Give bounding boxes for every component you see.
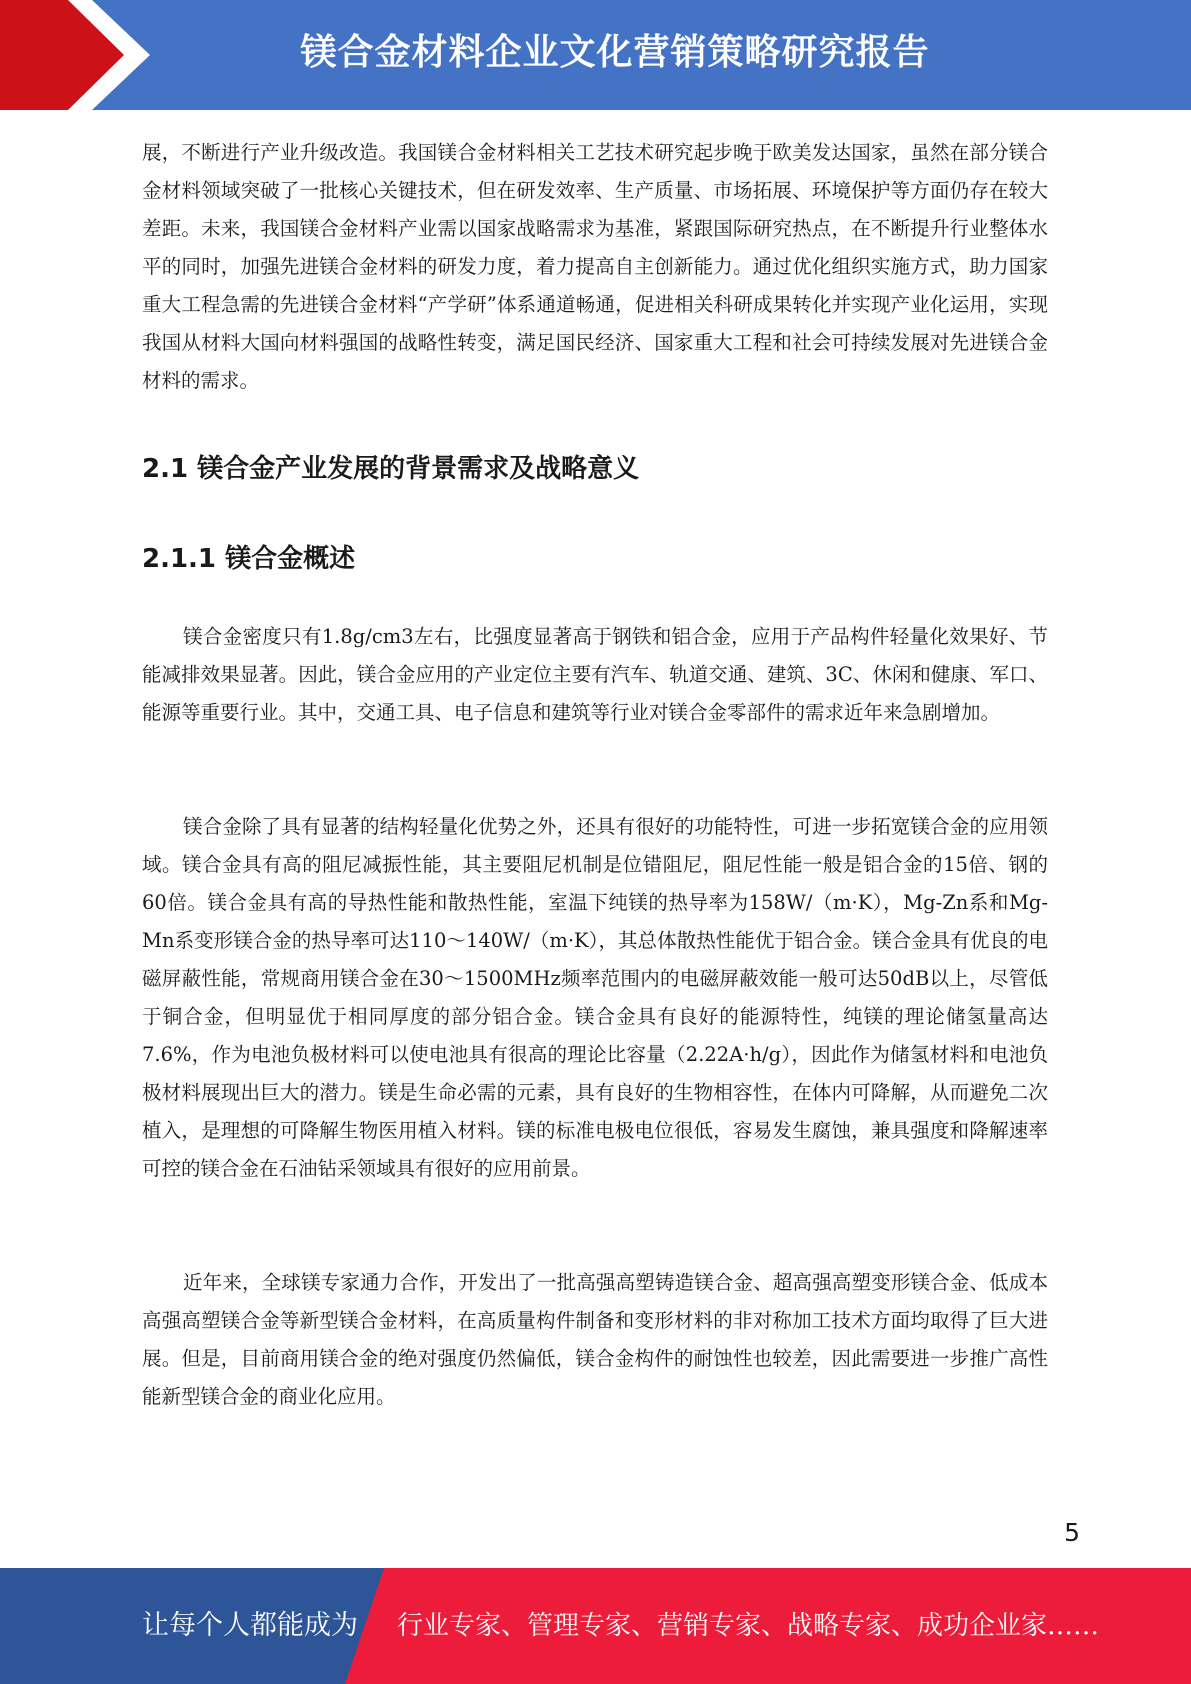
paragraph-density: 镁合金密度只有1.8g/cm3左右，比强度显著高于钢铁和铝合金，应用于产品构件轻量化效果好、节能减排效果显著。因此，镁合金应用的产业定位主要有汽车、轨道交通、建筑、3C、休闲和健康、军口、能源等重要行业。其中，交通工具、电子信息和建筑等行业对镁合金零部件的需求近年来急剧增加。 — [142, 625, 1048, 724]
paragraph-functional-properties: 镁合金除了具有显著的结构轻量化优势之外，还具有很好的功能特性，可进一步拓宽镁合金的应用领域。镁合金具有高的阻尼减振性能，其主要阻尼机制是位错阻尼，阻尼性能一般是铝合金的15倍、钢的60倍。镁合金具有高的导热性能和散热性能，室温下纯镁的热导率为158W/（m·K），Mg-Zn系和Mg-Mn系变形镁合金的热导率可达110～140W/（m·K），其总体散热性能优于铝合金。镁合金具有优良的电磁屏蔽性能，常规商用镁合金在30～1500MHz频率范围内的电磁屏蔽效能一般可达50dB以上，尽管低于铜合金，但明显优于相同厚度的部分铝合金。镁合金具有良好的能源特性，纯镁的理论储氢量高达7.6%，作为电池负极材料可以使电池具有很高的理论比容量（2.22A·h/g），因此作为储氢材料和电池负极材料展现出巨大的潜力。镁是生命必需的元素，具有良好的生物相容性，在体内可降解，从而避免二次植入，是理想的可降解生物医用植入材料。镁的标准电极电位很低，容易发生腐蚀，兼具强度和降解速率可控的镁合金在石油钻采领域具有很好的应用前景。 — [142, 815, 1048, 1180]
intro-paragraph: 展，不断进行产业升级改造。我国镁合金材料相关工艺技术研究起步晚于欧美发达国家，虽然在部分镁合金材料领域突破了一批核心关键技术，但在研发效率、生产质量、市场拓展、环境保护等方面仍存在较大差距。未来，我国镁合金材料产业需以国家战略需求为基准，紧跟国际研究热点，在不断提升行业整体水平的同时，加强先进镁合金材料的研发力度，着力提高自主创新能力。通过优化组织实施方式，助力国家重大工程急需的先进镁合金材料“产学研”体系通道畅通，促进相关科研成果转化并实现产业化运用，实现我国从材料大国向材料强国的战略性转变，满足国民经济、国家重大工程和社会可持续发展对先进镁合金材料的需求。 — [142, 141, 1048, 392]
page-number: 5 — [1064, 1518, 1080, 1547]
footer-slogan-left: 让每个人都能成为 — [142, 1610, 358, 1641]
report-title: 镁合金材料企业文化营销策略研究报告 — [300, 32, 930, 73]
subsection-heading: 2.1.1 镁合金概述 — [142, 544, 356, 574]
section-heading: 2.1 镁合金产业发展的背景需求及战略意义 — [142, 454, 640, 484]
page-header — [0, 0, 1191, 110]
page-footer — [0, 1568, 1191, 1684]
paragraph-recent-progress: 近年来，全球镁专家通力合作，开发出了一批高强高塑铸造镁合金、超高强高塑变形镁合金、低成本高强高塑镁合金等新型镁合金材料，在高质量构件制备和变形材料的非对称加工技术方面均取得了巨大进展。但是，目前商用镁合金的绝对强度仍然偏低，镁合金构件的耐蚀性也较差，因此需要进一步推广高性能新型镁合金的商业化应用。 — [142, 1271, 1048, 1408]
footer-slogan-right: 行业专家、管理专家、营销专家、战略专家、成功企业家…… — [397, 1611, 1100, 1641]
